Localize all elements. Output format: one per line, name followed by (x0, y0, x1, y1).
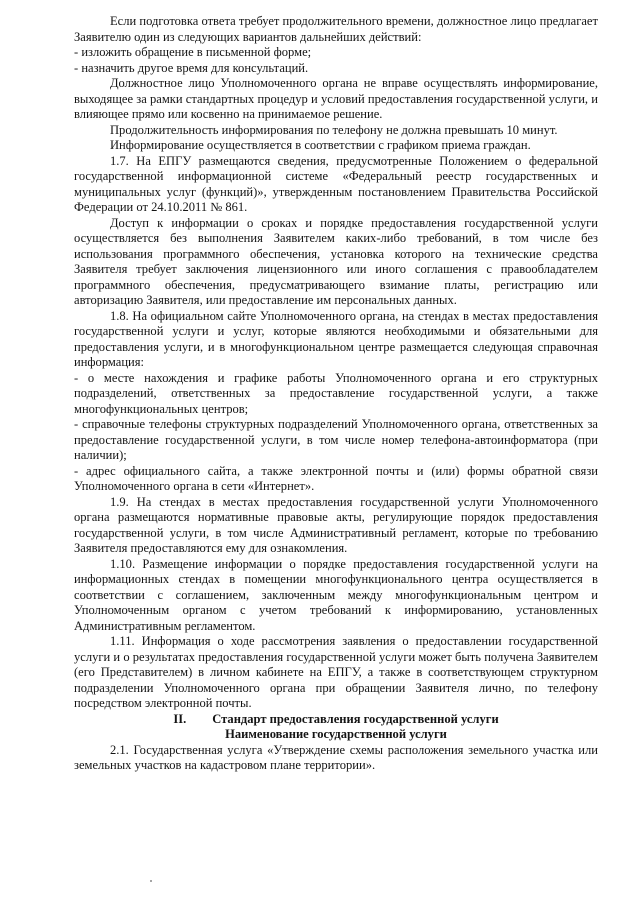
paragraph-1-11: 1.11. Информация о ходе рассмотрения заявления о предоставлении государственной услуги и о результатах предоставления государственной услуги может быть получена Заявителем (его Представителем) в личном кабинете на ЕПГУ, а также в соответствующем структурном подразделении Уполномоченного органа при обращении Заявителя лично, по телефону посредством электронной почты. (74, 634, 598, 710)
scan-speck (150, 880, 152, 882)
list-item-written-form: - изложить обращение в письменной форме; (74, 45, 312, 59)
paragraph-1-9: 1.9. На стендах в местах предоставления государственной услуги Уполномоченного органа размещаются нормативные правовые акты, регулирующие порядок предоставления государственной услуги, в том числе Административный регламент, которые по требованию Заявителя предоставляются ему для ознакомления. (74, 494, 598, 555)
paragraph-2-1: 2.1. Государственная услуга «Утверждение схемы расположения земельного участка или земельных участков на кадастровом плане территории». (74, 742, 598, 772)
document-page (74, 14, 598, 774)
list-item-location: - о месте нахождения и графике работы Уполномоченного органа и его структурных подразделений, ответственных за предоставление государственной услуги, а также многофункциональных центров; (74, 370, 598, 416)
section-title: Стандарт предоставления государственной услуги (212, 711, 499, 726)
list-item-phones: - справочные телефоны структурных подразделений Уполномоченного органа, ответственных за предоставление государственной услуги, в том числе номер телефона-автоинформатора (при наличии); (74, 417, 598, 462)
paragraph-1-10: 1.10. Размещение информации о порядке предоставления государственной услуги на информационных стендах в помещении многофункционального центра осуществляется в соответствии с соглашением, заключенным между многофункциональным центром и Уполномоченным органом с учетом требований к информированию, установленных Административным регламентом. (74, 556, 598, 633)
section-number: II. (173, 711, 187, 726)
list-item-website: - адрес официального сайта, а также электронной почты и (или) формы обратной связи Уполномоченного органа в сети «Интернет». (74, 463, 598, 493)
list-item-other-time: - назначить другое время для консультаций. (74, 60, 309, 75)
section-heading (74, 712, 598, 728)
paragraph-1-8: 1.8. На официальном сайте Уполномоченного органа, на стендах в местах предоставления государственной услуги и услуг, которые являются необходимыми и обязательными для предоставления услуги, и в многофункциональном центре размещается следующая справочная информация: (74, 308, 598, 369)
paragraph-schedule: Информирование осуществляется в соответствии с графиком приема граждан. (110, 138, 531, 152)
paragraph-consultation-options: Если подготовка ответа требует продолжительного времени, должностное лицо предлагает Заявителю один из следующих вариантов дальнейших действий: (74, 14, 598, 44)
paragraph-phone-duration: Продолжительность информирования по телефону не должна превышать 10 минут. (110, 122, 558, 137)
paragraph-1-7: 1.7. На ЕПГУ размещаются сведения, предусмотренные Положением о федеральной государственной информационной системе «Федеральный реестр государственных и муниципальных услуг (функций)», утвержденным постановлением Правительства Российской Федерации от 24.10.2011 № 861. (74, 153, 598, 214)
paragraph-access-info: Доступ к информации о сроках и порядке предоставления государственной услуги осуществляется без выполнения Заявителем каких-либо требований, в том числе без использования программного обеспечения, установка которого на технические средства Заявителя требует заключения лицензионного или иного соглашения с правообладателем программного обеспечения, предусматривающего взимание платы, регистрацию или авторизацию Заявителя, или предоставление им персональных данных. (74, 215, 598, 307)
paragraph-official-limits: Должностное лицо Уполномоченного органа не вправе осуществлять информирование, выходящее за рамки стандартных процедур и условий предоставления государственной услуги, и влияющее прямо или косвенно на принимаемое решение. (74, 76, 598, 121)
section-subtitle: Наименование государственной услуги (225, 727, 447, 741)
